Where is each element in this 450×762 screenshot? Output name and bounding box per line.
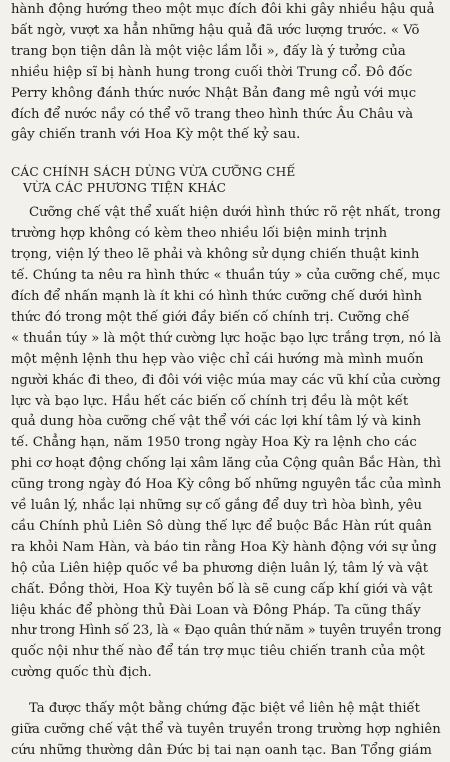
text-line: Cưỡng chế vật thể xuất hiện dưới hình thức rõ rệt nhất, trong [29,205,441,221]
paragraph-2 [11,203,441,684]
text-line: tế. Chẳng hạn, năm 1950 trong ngày Hoa Kỳ ra lệnh cho các [11,435,417,451]
text-line: trường hợp không có kèm theo nhiều lối biện minh trịnh [11,226,388,242]
text-line: Perry không đánh thức nước Nhật Bản đang mê ngủ với mục [11,85,417,101]
text-line: tế. Chúng ta nêu ra hình thức « thuần túy » của cưỡng chế, mục [11,268,441,284]
text-line: hành động hướng theo một mục đích đôi khi gây nhiều hậu quả [11,2,435,17]
document-page [11,0,441,762]
text-line: « thuần túy » là một thứ cường lực hoặc bạo lực trắng trợn, nó là [11,330,441,346]
text-line: gây chiến tranh với Hoa Kỳ một thế kỷ sau. [11,127,301,143]
text-line: người khác đi theo, đi đôi với việc múa may các vũ khí của cường [11,372,441,388]
text-line: giữa cưỡng chế vật thể và tuyên truyền trong trường hợp nghiên [11,722,441,738]
text-line: trang bọn tiện dân là một việc lầm lỗi », đấy là ý tưởng của [11,43,406,59]
paragraph-1 [11,0,441,146]
text-line: trọng, viện lý theo lẽ phải và không sử dụng chiến thuật kinh [11,247,420,263]
section-heading-line-2: VỪA CÁC PHƯƠNG TIỆN KHÁC [23,181,227,196]
text-line: nhiều hiệp sĩ bị hành hung trong cuối thời Trung cổ. Đô đốc [11,64,413,80]
text-line: bất ngờ, vượt xa hẳn những hậu quả đã ước lượng trước. « Võ [11,22,420,38]
text-line: cường quốc thù địch. [11,665,152,681]
text-line: về luân lý, nhắc lại những sự cố gắng để duy trì hòa bình, yêu [11,498,422,514]
paragraph-3 [11,699,441,762]
text-line: phi cơ hoạt động chống lại xâm lăng của Cộng quân Bắc Hàn, thì [11,456,441,472]
text-line: chất. Đồng thời, Hoa Kỳ tuyên bố là sẽ cung cấp khí giới và vật [11,581,433,597]
text-line: lực và bạo lực. Hầu hết các biến cố chính trị đều là một kết [11,393,409,409]
text-line: cầu Chính phủ Liên Sô dùng thế lực để buộc Bắc Hàn rút quân [11,518,432,534]
text-line: thức đó trong một thế giới đầy biến cố chính trị. Cưỡng chế [11,309,410,325]
section-heading-line-1: CÁC CHÍNH SÁCH DÙNG VỪA CƯỠNG CHẾ [11,165,296,180]
text-line: đích để nhấn mạnh là ít khi có hình thức cưỡng chế dưới hình [11,288,423,304]
text-line: Ta được thấy một bằng chứng đặc biệt về liên hệ mật thiết [29,701,420,717]
text-line: đích để nước nầy có thể võ trang theo hình thức Âu Châu và [11,106,414,122]
text-line: quả dung hòa cưỡng chế vật thể với các lợi khí tâm lý và kinh [11,414,422,430]
text-line: ra khỏi Nam Hàn, và báo tin rằng Hoa Kỳ hành động với sự ủng [11,539,437,555]
text-line: liệu khác để phòng thủ Đài Loan và Đông Pháp. Ta cũng thấy [11,602,421,618]
text-line: cứu những thường dân Đức bị tai nạn oanh tạc. Ban Tổng giám [11,743,432,758]
section-heading [11,164,441,196]
text-line: quốc nội như thế nào để tán trợ mục tiêu chiến tranh của một [11,644,425,660]
text-line: cũng trong ngày đó Hoa Kỳ công bố những nguyên tắc của mình [11,477,441,493]
text-line: như trong Hình số 23, là « Đạo quân thứ năm » tuyên truyền trong [11,623,441,639]
text-line: hộ của Liên hiệp quốc về ba phương diện luân lý, tâm lý và vật [11,560,429,576]
text-line: một mệnh lệnh thu hẹp vào việc chỉ cái hướng mà mình muốn [11,351,424,367]
